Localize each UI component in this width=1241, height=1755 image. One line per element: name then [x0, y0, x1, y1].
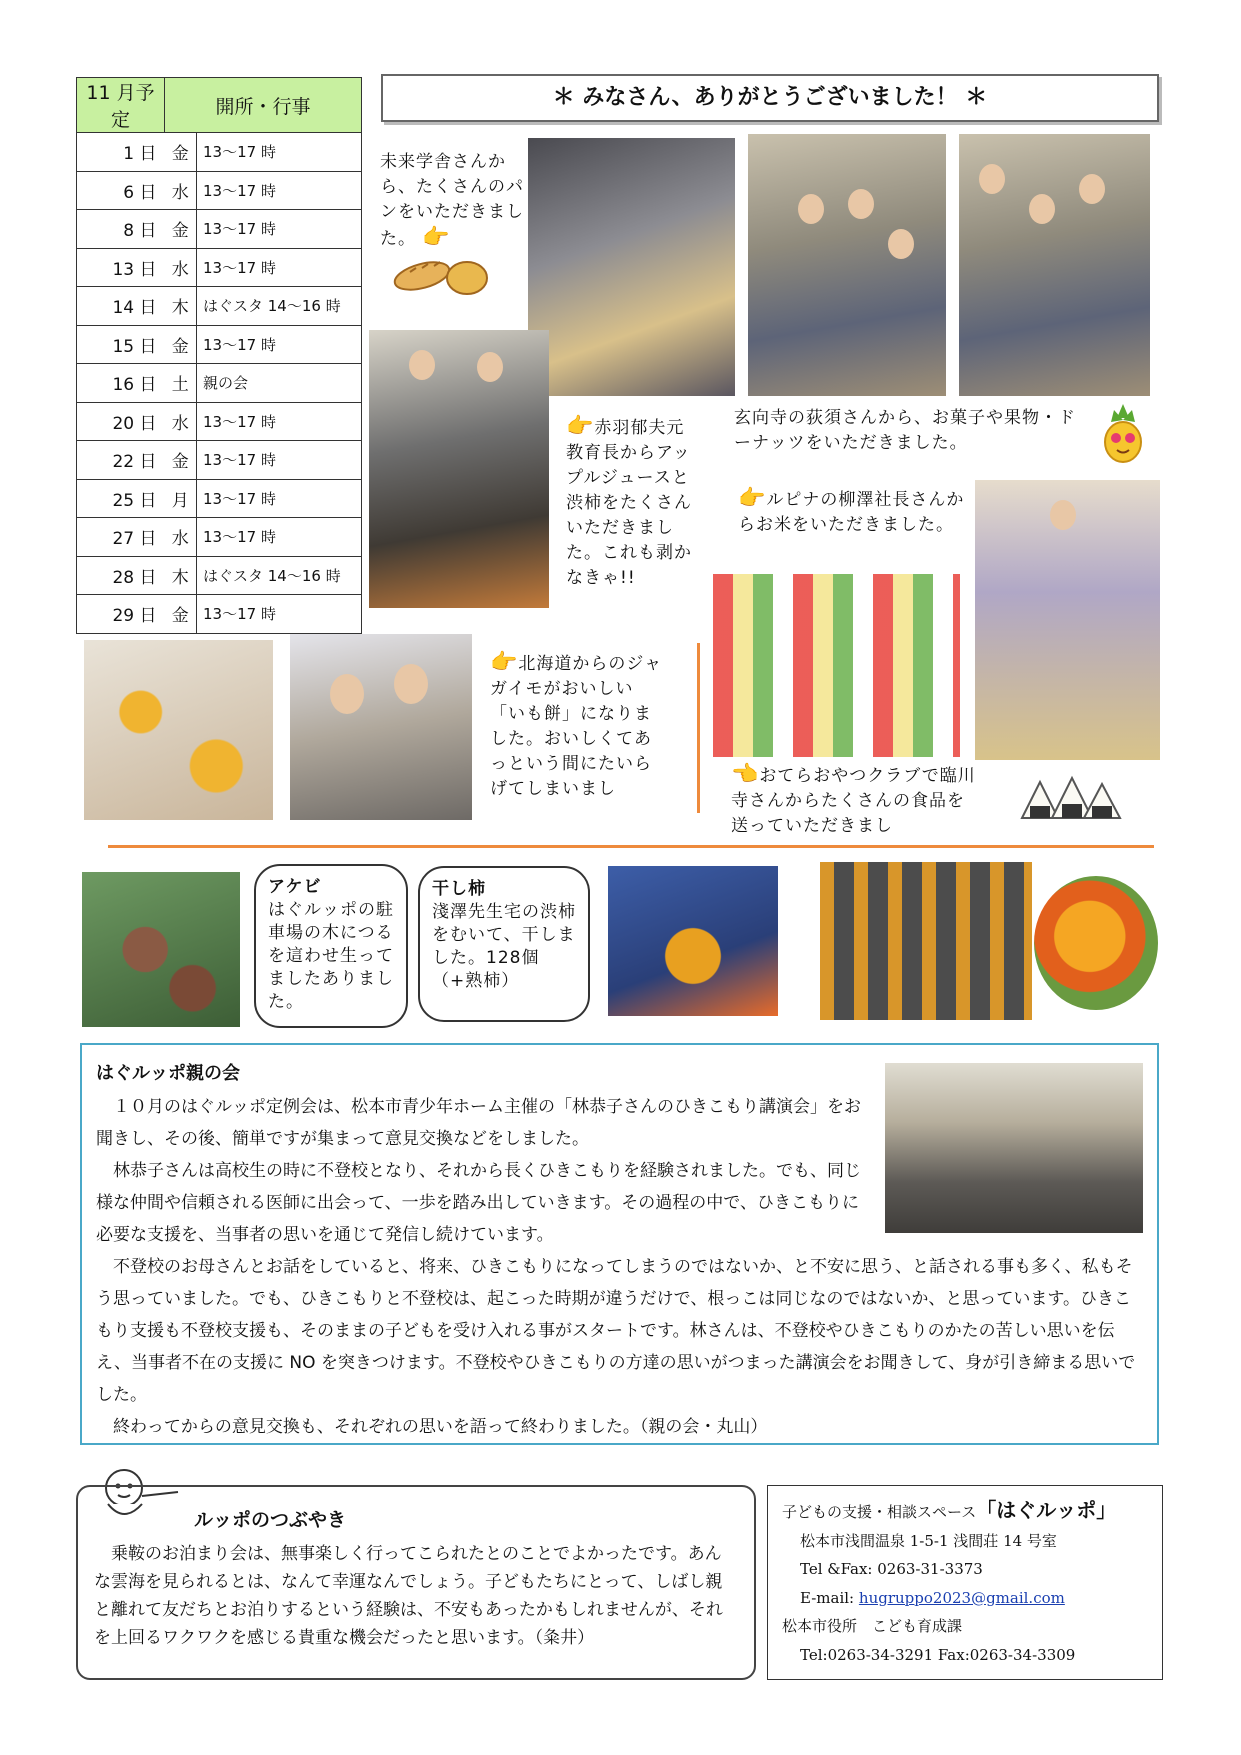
schedule-day: 22 日: [77, 441, 165, 480]
schedule-row: [77, 210, 362, 249]
schedule-weekday: 金: [165, 595, 197, 634]
oyakai-paragraph-4-text: 終わってからの意見交換も、それぞれの思いを語って終わりました。（親の会・丸山）: [113, 1417, 768, 1437]
schedule-row: [77, 364, 362, 403]
schedule-row: [77, 248, 362, 287]
contact-email-line: [782, 1584, 1148, 1613]
bubble-hoshigaki: [418, 866, 590, 1022]
oyakai-paragraph-1-text: １０月のはぐルッポ定例会は、松本市青少年ホーム主催の「林恭子さんのひきこもり講演会」をお聞きし、その後、簡単ですが集まって意見交換などをしました。: [96, 1097, 861, 1149]
pointing-hand-icon: 👉: [738, 486, 767, 511]
pointing-hand-icon: 👉: [566, 414, 595, 439]
schedule-event: はぐスタ 14～16 時: [197, 287, 362, 326]
bubble-akebi-text: はぐルッポの駐車場の木につるを這わせ生ってましたありました。: [268, 900, 394, 1012]
bubble-akebi-title: アケビ: [268, 877, 322, 897]
schedule-row: [77, 556, 362, 595]
schedule-weekday: 水: [165, 518, 197, 557]
schedule-event: 13～17 時: [197, 133, 362, 172]
caption-akabane-text: 赤羽郁夫元教育長からアップルジュースと渋柿をたくさんいただきました。これも剥かなきゃ!!: [566, 418, 692, 588]
tsubuyaki-title: ルッポのつぶやき: [194, 1509, 347, 1531]
contact-office: 松本市役所 こども育成課: [782, 1617, 963, 1635]
bubble-akebi: [254, 864, 408, 1028]
caption-hokkaido-text: 北海道からのジャガイモがおいしい「いも餅」になりました。おいしくてあっという間にたいらげてしまいまし: [490, 654, 663, 795]
caption-otera-text: おてらおやつクラブで臨川寺さんからたくさんの食品を送っていただきまし: [731, 766, 976, 836]
schedule-weekday: 水: [165, 171, 197, 210]
photo-genkoji-donation: [959, 134, 1150, 396]
schedule-row: [77, 171, 362, 210]
oyakai-paragraph-4: [96, 1411, 1143, 1443]
schedule-weekday: 月: [165, 479, 197, 518]
photo-children-snacks: [748, 134, 946, 396]
pointing-hand-icon: 👉: [490, 650, 519, 675]
schedule-event: 13～17 時: [197, 402, 362, 441]
schedule-event: 13～17 時: [197, 595, 362, 634]
contact-address: 松本市浅間温泉 1-5-1 浅間荘 14 号室: [800, 1531, 1057, 1550]
oyakai-title: はぐルッポ親の会: [96, 1063, 240, 1084]
photo-persimmon-closeup: [1034, 876, 1158, 1010]
pointing-hand-icon: 👉: [422, 225, 451, 250]
schedule-day: 28 日: [77, 556, 165, 595]
schedule-weekday: 金: [165, 133, 197, 172]
schedule-weekday: 金: [165, 210, 197, 249]
schedule-event: 13～17 時: [197, 248, 362, 287]
schedule-weekday: 土: [165, 364, 197, 403]
pointing-hand-icon: 👈: [731, 762, 760, 787]
contact-label: 子どもの支援・相談スペース: [782, 1503, 977, 1521]
onigiri-icon: [1018, 774, 1126, 822]
photo-akabane-juice: [369, 330, 549, 608]
schedule-header-month: 11 月予定: [77, 78, 165, 133]
oyakai-section: [80, 1043, 1159, 1445]
contact-box: [767, 1485, 1163, 1680]
schedule-event: 13～17 時: [197, 210, 362, 249]
oyakai-paragraph-3: [96, 1251, 1143, 1411]
tsubuyaki-section: [76, 1485, 756, 1680]
caption-genkoji: [734, 406, 1084, 456]
schedule-row: [77, 325, 362, 364]
oyakai-paragraph-3-text: 不登校のお母さんとお話をしていると、将来、ひきこもりになってしまうのではないか、と不安に思う、と話される事も多く、私もそう思っていました。でも、ひきこもりと不登校は、起こった時期が違うだけで、根っこは同じなのではないか、と思っています。ひきこもり支援も不登校支援も、そのままの子どもを受け入れる事がスタートです。林さんは、不登校やひきこもりのかたの苦しい思いを伝え、当事者不在の支援に NO を突きつけます。不登校やひきこもりの方達の思いがつまった講演会をお聞きして、身が引き締まる思いでした。: [96, 1257, 1136, 1405]
schedule-event: 13～17 時: [197, 479, 362, 518]
schedule-day: 27 日: [77, 518, 165, 557]
bubble-hoshigaki-title: 干し柿: [432, 879, 486, 899]
divider-horizontal: [108, 845, 1154, 848]
schedule-event: 13～17 時: [197, 171, 362, 210]
schedule-day: 14 日: [77, 287, 165, 326]
tsubuyaki-text: 乗鞍のお泊まり会は、無事楽しく行ってこられたとのことでよかったです。あんな雲海を見られるとは、なんて幸運なんでしょう。子どもたちにとって、しばし親と離れて友だちとお泊りするという経験は、不安もあったかもしれませんが、それを上回るワクワクを感じる貴重な機会だったと思います。（粂井）: [94, 1544, 723, 1648]
schedule-weekday: 木: [165, 287, 197, 326]
schedule-row: [77, 402, 362, 441]
caption-otera: [731, 762, 979, 839]
contact-email-label: E-mail:: [800, 1588, 855, 1607]
contact-email-link[interactable]: hugruppo2023@gmail.com: [858, 1588, 1065, 1607]
schedule-row: [77, 518, 362, 557]
schedule-day: 13 日: [77, 248, 165, 287]
schedule-event: 13～17 時: [197, 518, 362, 557]
schedule-day: 25 日: [77, 479, 165, 518]
photo-akebi: [82, 872, 240, 1027]
photo-lecture-hall: [885, 1063, 1143, 1233]
schedule-row: [77, 133, 362, 172]
schedule-row: [77, 441, 362, 480]
photo-peeling-persimmons: [608, 866, 778, 1016]
schedule-weekday: 木: [165, 556, 197, 595]
bread-icon: [392, 254, 492, 300]
bubble-hoshigaki-text: 淺澤先生宅の渋柿をむいて、干しました。128個（+熟柿）: [432, 902, 576, 991]
photo-imomochi: [84, 640, 273, 820]
schedule-weekday: 水: [165, 402, 197, 441]
schedule-row: [77, 479, 362, 518]
caption-hokkaido: [490, 650, 666, 795]
schedule-table: [76, 77, 362, 634]
schedule-header-event: 開所・行事: [165, 78, 362, 133]
schedule-event: 親の会: [197, 364, 362, 403]
thanks-title: ＊ みなさん、ありがとうございました！ ＊: [381, 74, 1159, 122]
schedule-weekday: 金: [165, 325, 197, 364]
schedule-event: はぐスタ 14～16 時: [197, 556, 362, 595]
caption-mirai-text: 未来学舎さんから、たくさんのパンをいただきました。: [380, 152, 524, 249]
schedule-day: 20 日: [77, 402, 165, 441]
schedule-day: 16 日: [77, 364, 165, 403]
schedule-row: [77, 595, 362, 634]
schedule-body: [77, 133, 362, 634]
oyakai-paragraph-2-text: 林恭子さんは高校生の時に不登校となり、それから長くひきこもりを経験されました。でも、同じ様な仲間や信頼される医師に出会って、一歩を踏み出していきます。その過程の中で、ひきこもりに必要な支援を、当事者の思いを通じて発信し続けています。: [96, 1161, 861, 1245]
contact-telfax: Tel &Fax: 0263-31-3373: [800, 1560, 983, 1578]
schedule-event: 13～17 時: [197, 441, 362, 480]
caption-rupina: [738, 486, 978, 538]
divider-vertical: [697, 643, 700, 813]
photo-hanging-persimmons: [820, 862, 1032, 1020]
photo-rupina-rice: [975, 480, 1160, 760]
schedule-weekday: 金: [165, 441, 197, 480]
photo-kids-eating: [290, 634, 472, 820]
schedule-day: 15 日: [77, 325, 165, 364]
caption-mirai: [380, 150, 528, 252]
contact-office-tel: Tel:0263-34-3291 Fax:0263-34-3309: [800, 1645, 1076, 1664]
schedule-day: 29 日: [77, 595, 165, 634]
caption-genkoji-text: 玄向寺の荻須さんから、お菓子や果物・ドーナッツをいただきました。: [734, 408, 1076, 453]
contact-name: 「はぐルッポ」: [976, 1498, 1117, 1522]
photo-bakery-students: [528, 138, 735, 396]
schedule-weekday: 水: [165, 248, 197, 287]
caption-akabane: [566, 414, 694, 591]
schedule-day: 8 日: [77, 210, 165, 249]
schedule-row: [77, 287, 362, 326]
schedule-event: 13～17 時: [197, 325, 362, 364]
caption-rupina-text: ルピナの柳澤社長さんからお米をいただきました。: [738, 490, 965, 535]
photo-otera-snacks: [713, 574, 960, 757]
schedule-day: 6 日: [77, 171, 165, 210]
pineapple-icon: [1092, 400, 1154, 466]
schedule-day: 1 日: [77, 133, 165, 172]
